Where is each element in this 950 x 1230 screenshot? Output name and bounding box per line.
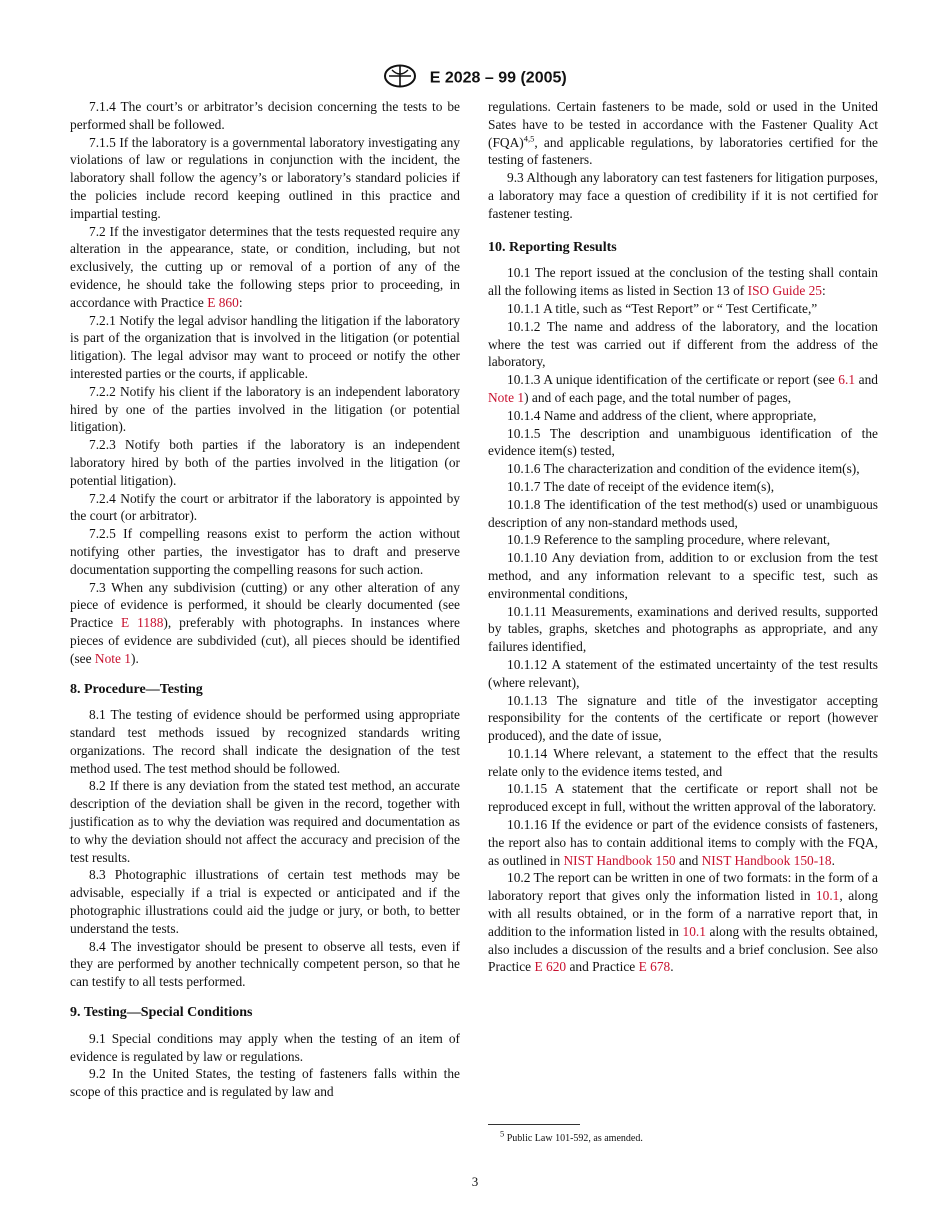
section-10-1-3: 10.1.3 A unique identification of the certificate or report (see 6.1 and Note 1) and of each page, and the total number of pages, xyxy=(488,372,878,405)
section-7-1-5: 7.1.5 If the laboratory is a governmental laboratory investigating any violations of law or regulations in conjunction with the incident, the laboratory shall follow the agency’s or laboratory’s standard policies if the policies include record keeping outlined in this practice and impartial testing. xyxy=(70,134,460,221)
section-7-2-4: 7.2.4 Notify the court or arbitrator if the laboratory is appointed by the court (or arbitrator). xyxy=(70,490,460,524)
link-e1188[interactable]: E 1188 xyxy=(121,615,164,631)
section-10-1-9: 10.1.9 Reference to the sampling procedure, where relevant, xyxy=(507,532,831,548)
link-e860[interactable]: E 860 xyxy=(207,294,239,310)
section-10-1-8: 10.1.8 The identification of the test method(s) used or unambiguous description of any non-standard methods used, xyxy=(488,496,878,530)
section-10-1-11: 10.1.11 Measurements, examinations and derived results, supported by tables, graphs, sketches and photographs as appropriate, and any failures identified, xyxy=(488,603,878,655)
section-10-1-7: 10.1.7 The date of receipt of the evidence item(s), xyxy=(507,478,775,494)
link-nist-handbook-150-18[interactable]: NIST Handbook 150-18 xyxy=(701,852,832,868)
link-note-1[interactable]: Note 1 xyxy=(488,389,525,405)
footnote: $^5$ Public Law 101-592, as amended. xyxy=(500,1128,643,1144)
heading-section-10: 10. Reporting Results xyxy=(488,239,617,255)
section-10-1-5: 10.1.5 The description and unambiguous identification of the evidence item(s) tested, xyxy=(488,425,878,459)
heading-section-8: 8. Procedure—Testing xyxy=(70,681,203,697)
section-10-1-10: 10.1.10 Any deviation from, addition to or exclusion from the test method, and any information relevant to a specific test, such as environmental conditions, xyxy=(488,550,878,601)
section-7-1-4: 7.1.4 The court’s or arbitrator’s decision concerning the tests to be performed shall be followed. xyxy=(70,99,460,132)
section-9-2: 9.2 In the United States, the testing of fasteners falls within the scope of this practice and is regulated by law and xyxy=(70,1066,460,1100)
section-10-2: 10.2 The report can be written in one of two formats: in the form of a laboratory report that gives only the information listed in 10.1, along with all results obtained, or in the form of a narrative report that, in addition to the information listed in 10.1 along with the results obtained, also includes a discussion of the results and a brief conclusion. See also Practice E 620 and Practice E 678. xyxy=(488,870,878,975)
link-e620[interactable]: E 620 xyxy=(534,959,567,975)
section-7-2: 7.2 If the investigator determines that the tests requested require any alteration in the appearance, state, or condition, including, but not exclusively, the cutting up or removal of a portion of any of the evidence, he should take the following steps prior to proceeding, in accordance with Practice E 860: xyxy=(70,223,460,310)
section-7-3: 7.3 When any subdivision (cutting) or any other alteration of any piece of evidence is performed, it should be clearly documented (see Practice E 1188), preferably with photographs. In instances where pieces of evidence are subdivided (cut), all pieces should be identified (see Note 1). xyxy=(70,579,460,666)
link-note-1[interactable]: Note 1 xyxy=(94,650,131,666)
section-10-1-1: 10.1.1 A title, such as “Test Report” or “ Test Certificate,” xyxy=(507,300,818,316)
section-10-1-6: 10.1.6 The characterization and condition of the evidence item(s), xyxy=(507,461,860,477)
section-10-1-12: 10.1.12 A statement of the estimated uncertainty of the test results (where relevant), xyxy=(488,656,878,690)
section-9-2-continued: regulations. Certain fasteners to be made, sold or used in the United Sates have to be tested in accordance with the Fastener Quality Act (FQA)$^{4,5}$, and applicable regulations, by laboratories certified for the testing of fasteners. xyxy=(488,99,878,168)
page-header xyxy=(0,64,950,93)
link-e678[interactable]: E 678 xyxy=(638,959,671,975)
section-9-1: 9.1 Special conditions may apply when the testing of an item of evidence is regulated by law or regulations. xyxy=(70,1030,460,1064)
document-designation: E 2028 – 99 (2005) xyxy=(429,69,567,87)
section-10-1-4: 10.1.4 Name and address of the client, where appropriate, xyxy=(507,407,817,423)
page-number: 3 xyxy=(471,1174,479,1189)
link-10-1[interactable]: 10.1 xyxy=(682,923,706,939)
section-10-1-14: 10.1.14 Where relevant, a statement to the effect that the results relate only to the evidence items tested, and xyxy=(488,745,878,779)
section-7-2-2: 7.2.2 Notify his client if the laboratory is an independent laboratory hired by one of the parties involved in the litigation (or potential litigation). xyxy=(70,383,460,435)
section-10-1-2: 10.1.2 The name and address of the laboratory, and the location where the test was carried out if different from the address of the laboratory, xyxy=(488,318,878,370)
right-column xyxy=(488,98,878,976)
left-column xyxy=(70,98,460,1101)
link-nist-handbook-150[interactable]: NIST Handbook 150 xyxy=(563,852,676,868)
section-9-3: 9.3 Although any laboratory can test fasteners for litigation purposes, a laboratory may face a question of credibility if it is not certified for fastener testing. xyxy=(488,170,878,221)
section-7-2-5: 7.2.5 If compelling reasons exist to perform the action without notifying other parties, the investigator has to draft and preserve documentation supporting the compelling reasons for such action. xyxy=(70,526,460,577)
footnote-divider xyxy=(488,1124,580,1125)
section-10-1-13: 10.1.13 The signature and title of the investigator accepting responsibility for the contents of the certificate or report (however produced), and the date of issue, xyxy=(488,692,878,744)
link-6-1[interactable]: 6.1 xyxy=(838,372,856,388)
heading-section-9: 9. Testing—Special Conditions xyxy=(70,1005,253,1021)
section-8-2: 8.2 If there is any deviation from the stated test method, an accurate description of the deviation shall be given in the record, together with justification as to why the deviation was required and documentation as to why the deviation should not affect the accuracy and precision of the test results. xyxy=(70,778,460,865)
section-10-1: 10.1 The report issued at the conclusion of the testing shall contain all the following items as listed in Section 13 of ISO Guide 25: xyxy=(488,265,878,299)
section-7-2-3: 7.2.3 Notify both parties if the laboratory is an independent laboratory hired by both of the parties involved in the litigation (or potential litigation). xyxy=(70,437,460,488)
section-10-1-16: 10.1.16 If the evidence or part of the evidence consists of fasteners, the report also has to contain additional items to comply with the FQA, as outlined in NIST Handbook 150 and NIST Handbook 150-18. xyxy=(488,817,878,868)
section-8-3: 8.3 Photographic illustrations of certain test methods may be advisable, especially if a trial is expected or anticipated and if the photographic illustrations could aid the judge or jury, or both, to better understand the tests. xyxy=(70,867,460,936)
footnote-ref: 4,5 xyxy=(523,133,535,144)
section-10-1-15: 10.1.15 A statement that the certificate or report shall not be reproduced except in full, without the written approval of the laboratory. xyxy=(488,781,878,815)
section-7-2-1: 7.2.1 Notify the legal advisor handling the litigation if the laboratory is part of the organization that is involved in the litigation (or potential litigation). The legal advisor may want to proceed or notify the other interested parties or the courts, if applicable. xyxy=(70,312,460,381)
astm-logo-icon xyxy=(383,64,417,93)
link-iso-guide-25[interactable]: ISO Guide 25 xyxy=(747,283,822,299)
section-8-1: 8.1 The testing of evidence should be performed using appropriate standard test methods issued by recognized standards writing organizations. The record shall indicate the designation of the test method used. The test method should be followed. xyxy=(70,707,460,776)
link-10-1[interactable]: 10.1 xyxy=(815,888,840,904)
section-8-4: 8.4 The investigator should be present to observe all tests, even if they are performed by another technically competent person, so that he can testify to all tests performed. xyxy=(70,938,460,990)
